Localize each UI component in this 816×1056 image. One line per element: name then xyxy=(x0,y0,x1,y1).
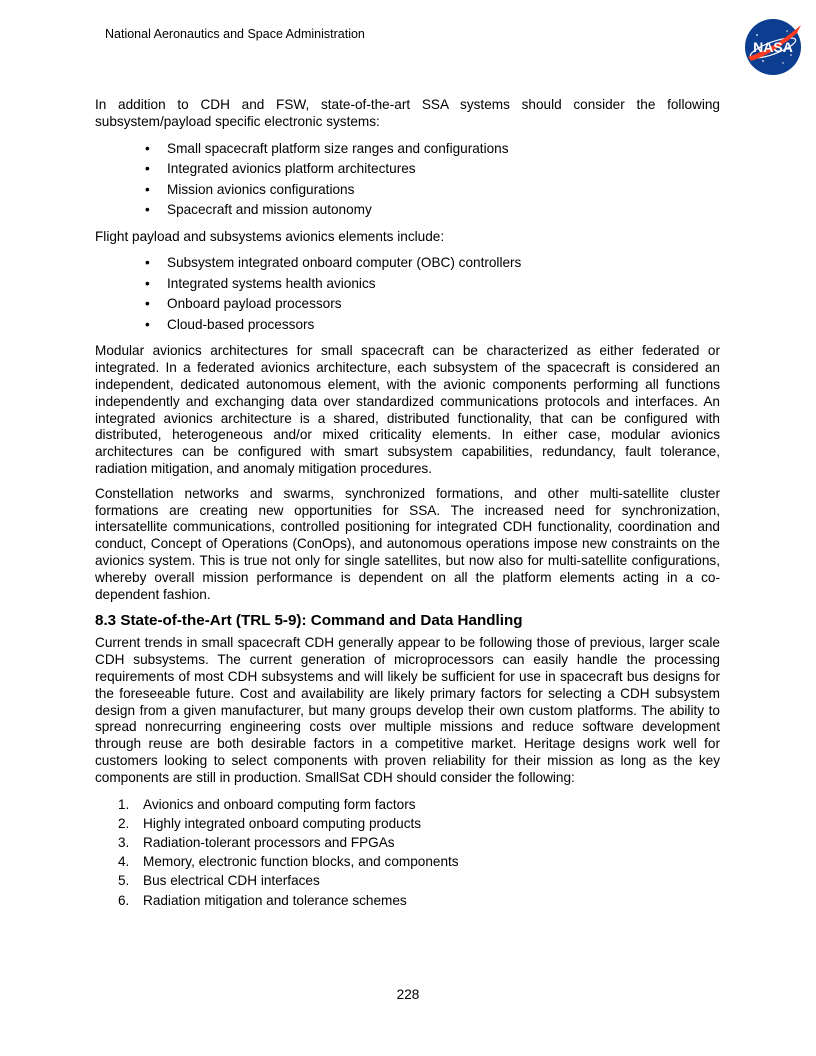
list-number: 2. xyxy=(118,815,130,831)
bullet-icon: • xyxy=(145,181,150,197)
bullet-icon: • xyxy=(145,202,150,218)
subsystem-list xyxy=(95,139,720,221)
bullet-icon: • xyxy=(145,275,150,291)
nasa-logo-text: NASA xyxy=(753,39,793,55)
list-item: 3. Radiation-tolerant processors and FPGAs xyxy=(143,833,720,852)
bullet-icon: • xyxy=(145,296,150,312)
running-header: National Aeronautics and Space Administration xyxy=(105,27,365,41)
constellation-paragraph: Constellation networks and swarms, synchronized formations, and other multi-satellite cluster formations are creating new opportunities for SSA. The increased need for synchronization, intersatellite communications, controlled positioning for integrated CDH functionality, coordination and conduct, Concept of Operations (ConOps), and autonomous operations impose new constraints on the avionics system. This is true not only for single satellites, but now also for multi-satellite configurations, whereby overall mission performance is dependent on all the platform elements acting in a co-dependent fashion. xyxy=(95,485,720,602)
list-item: • Integrated avionics platform architectures xyxy=(167,159,720,180)
list-item: • Integrated systems health avionics xyxy=(167,274,720,295)
list-item: • Onboard payload processors xyxy=(167,294,720,315)
flight-payload-intro: Flight payload and subsystems avionics elements include: xyxy=(95,228,445,244)
list-item: 1. Avionics and onboard computing form factors xyxy=(143,795,720,814)
list-item: 6. Radiation mitigation and tolerance schemes xyxy=(143,891,720,910)
list-number: 6. xyxy=(118,892,130,908)
list-item: 2. Highly integrated onboard computing products xyxy=(143,814,720,833)
list-item: 4. Memory, electronic function blocks, and components xyxy=(143,852,720,871)
bullet-icon: • xyxy=(145,316,150,332)
bullet-icon: • xyxy=(145,140,150,156)
cdh-considerations-list xyxy=(95,795,720,910)
list-number: 5. xyxy=(118,873,130,889)
list-item: • Cloud-based processors xyxy=(167,315,720,336)
modular-avionics-paragraph: Modular avionics architectures for small spacecraft can be characterized as either federated or integrated. In a federated avionics architecture, each subsystem of the spacecraft is considered an independent, dedicated autonomous element, with the avionic components performing all functions independently and exchanging data over standardized communications protocols and interfaces. An integrated avionics architecture is a shared, distributed functionality, that can be configured with distributed, heterogeneous and/or mixed criticality elements. In either case, modular avionics architectures can be configured with smart subsystem capabilities, redundancy, fault tolerance, radiation mitigation, and anomaly mitigation procedures. xyxy=(95,343,720,476)
list-number: 3. xyxy=(118,834,130,850)
bullet-icon: • xyxy=(145,255,150,271)
list-item: • Small spacecraft platform size ranges and configurations xyxy=(167,139,720,160)
nasa-logo xyxy=(743,17,803,77)
bullet-icon: • xyxy=(145,161,150,177)
list-number: 4. xyxy=(118,854,130,870)
section-heading: 8.3 State-of-the-Art (TRL 5-9): Command and Data Handling xyxy=(95,612,523,630)
cdh-trends-paragraph: Current trends in small spacecraft CDH generally appear to be following those of previous, larger scale CDH subsystems. The current generation of microprocessors can easily handle the processing requirements of most CDH subsystems and will likely be sufficient for use in spacecraft bus designs for the foreseeable future. Cost and availability are likely primary factors for selecting a CDH subsystem design from a given manufacturer, but many groups develop their own custom platforms. The ability to spread nonrecurring engineering costs over multiple missions and reduce software development through reuse are both desirable factors in a competitive market. Heritage designs work well for customers looking to select components with proven reliability for their mission as long as the key components are still in production. SmallSat CDH should consider the following: xyxy=(95,635,720,785)
list-item: • Mission avionics configurations xyxy=(167,180,720,201)
list-item: • Spacecraft and mission autonomy xyxy=(167,200,720,221)
payload-list xyxy=(95,253,720,335)
list-item: • Subsystem integrated onboard computer (OBC) controllers xyxy=(167,253,720,274)
page-number: 228 xyxy=(396,987,420,1002)
list-number: 1. xyxy=(118,796,130,812)
list-item: 5. Bus electrical CDH interfaces xyxy=(143,871,720,890)
page-body xyxy=(95,97,720,910)
intro-paragraph: In addition to CDH and FSW, state-of-the-art SSA systems should consider the following subsystem/payload specific electronic systems: xyxy=(95,97,720,129)
